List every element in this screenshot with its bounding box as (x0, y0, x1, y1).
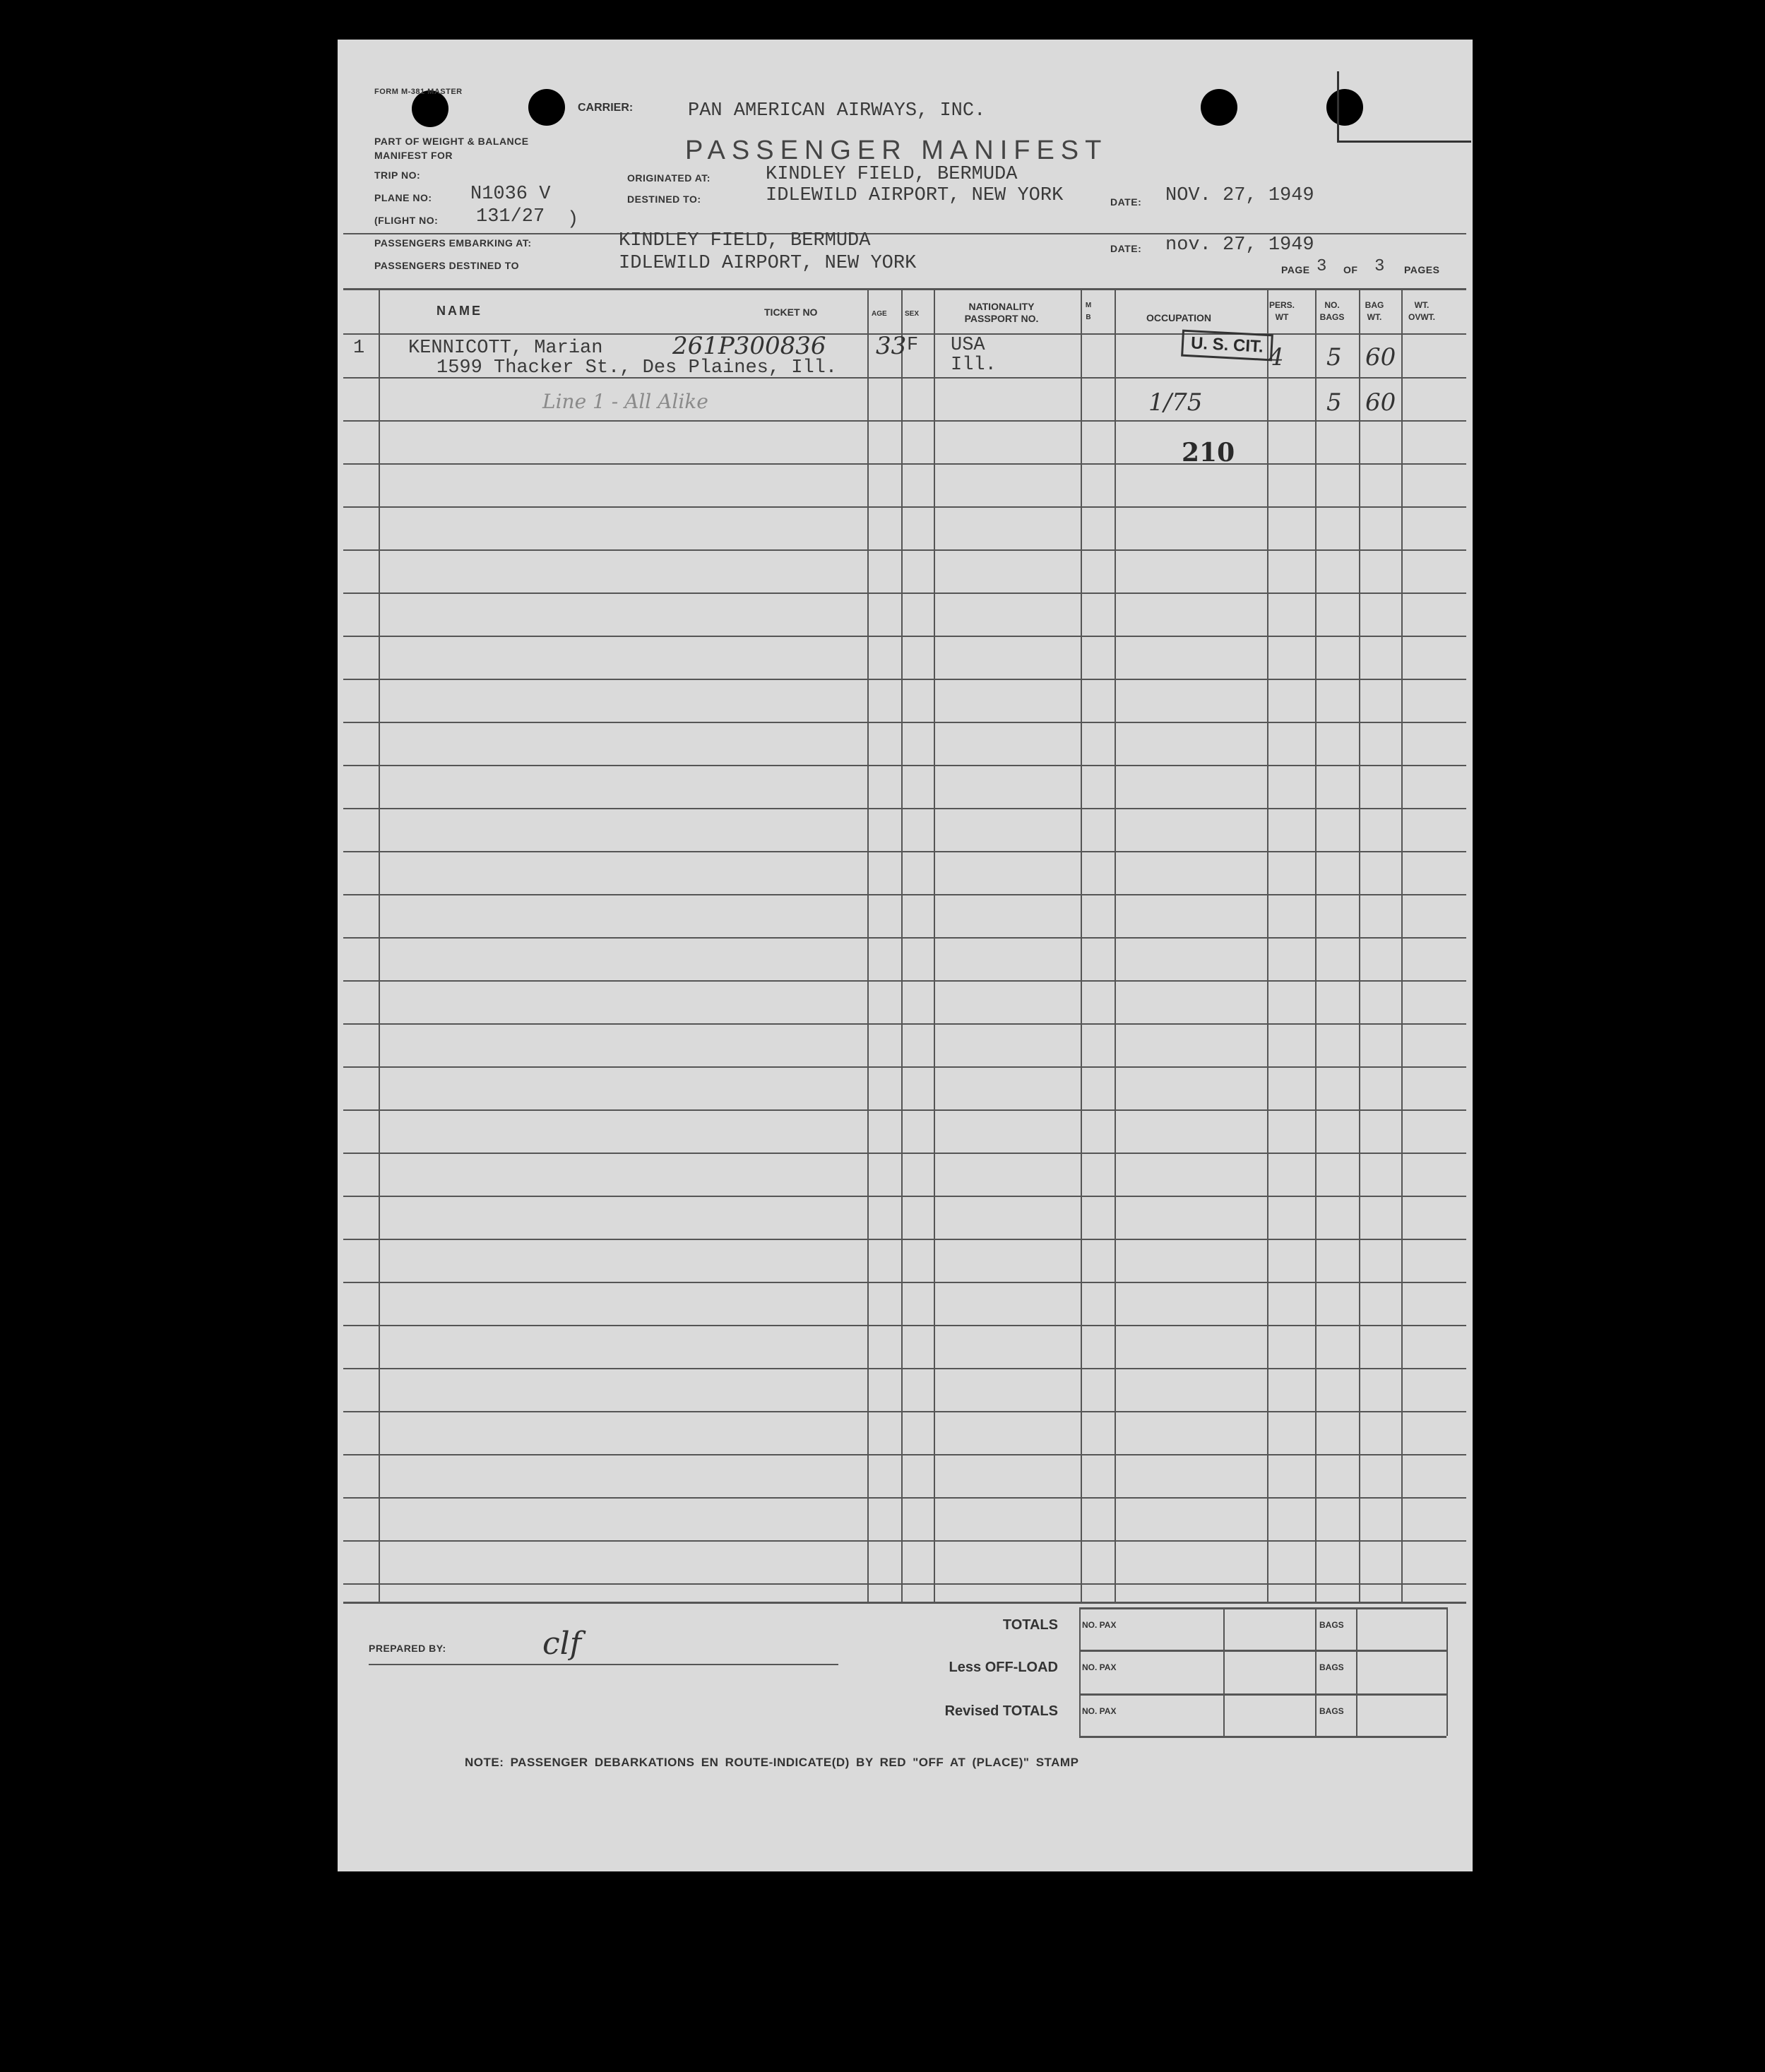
punch-hole-right2 (1326, 89, 1363, 126)
page-label: PAGE (1281, 264, 1310, 275)
grid-col-line (1267, 288, 1268, 1602)
col-wt-ovwt: WT. OVWT. (1408, 300, 1435, 322)
totals-box-col (1223, 1607, 1225, 1736)
pages-label: PAGES (1404, 264, 1440, 275)
passenger-name: KENNICOTT, Marian (408, 338, 603, 359)
col-age: AGE (872, 310, 887, 318)
date2-label: DATE: (1110, 243, 1142, 254)
trip-no-label: TRIP NO: (374, 169, 421, 181)
grid-row-line (343, 1325, 1466, 1326)
grid-row-line (343, 1497, 1466, 1499)
grid-row-line (343, 1368, 1466, 1369)
originated-label: ORIGINATED AT: (627, 172, 711, 184)
manifest-title: PASSENGER MANIFEST (685, 136, 1108, 165)
grid-row-line (343, 765, 1466, 766)
totals-box-line (1079, 1607, 1446, 1609)
col-sex: SEX (905, 310, 920, 318)
corner-mark-h (1337, 141, 1471, 143)
grid-row-line (343, 1023, 1466, 1025)
col-occupation: OCCUPATION (1146, 312, 1212, 323)
line-note: Line 1 - All Alike (542, 390, 708, 413)
footer-note: NOTE: PASSENGER DEBARKATIONS EN ROUTE-INDICATE(D) BY RED "OFF AT (PLACE)" STAMP (465, 1756, 1079, 1769)
grid-row-line (343, 463, 1466, 465)
punch-hole-right (1201, 89, 1237, 126)
of-pages: 3 (1374, 257, 1385, 276)
grid-bottom-line (343, 1602, 1466, 1604)
totals-box-line (1079, 1693, 1446, 1696)
bags-label-1: BAGS (1319, 1620, 1344, 1630)
grid-row-line (343, 636, 1466, 637)
bags-total: 5 (1326, 388, 1342, 417)
date-label: DATE: (1110, 196, 1142, 208)
embarking-label: PASSENGERS EMBARKING AT: (374, 237, 532, 249)
part-of-label: PART OF WEIGHT & BALANCE (374, 136, 529, 147)
flight-no-label: (FLIGHT NO: (374, 215, 439, 226)
grid-row-line (343, 1411, 1466, 1412)
prepared-by-signature: clf (542, 1626, 581, 1662)
grid-row-line (343, 980, 1466, 982)
totals-box-col (1079, 1607, 1081, 1736)
manifest-for-label: MANIFEST FOR (374, 150, 453, 161)
grid-row-line (343, 851, 1466, 852)
of-label: OF (1343, 264, 1358, 275)
col-name: NAME (436, 304, 482, 318)
grid-col-line (1081, 288, 1082, 1602)
grid-row-line (343, 506, 1466, 508)
grid-col-line (1315, 288, 1317, 1602)
grid-row-line (343, 1109, 1466, 1111)
pax-destined-label: PASSENGERS DESTINED TO (374, 260, 519, 271)
bag-wt-total: 60 (1365, 388, 1396, 417)
grid-row-line (343, 722, 1466, 723)
date2-value: nov. 27, 1949 (1165, 234, 1314, 256)
totals-box-col (1356, 1607, 1357, 1736)
grid-row-line (343, 420, 1466, 422)
totals-box-line (1079, 1650, 1446, 1652)
grid-row-line (343, 1153, 1466, 1154)
totals-label: TOTALS (1002, 1617, 1058, 1633)
grid-row-line (343, 549, 1466, 551)
date-value: NOV. 27, 1949 (1165, 185, 1314, 206)
plane-no-value: N1036 V (470, 184, 551, 205)
totals-box-line (1079, 1736, 1446, 1738)
grid-row-line (343, 937, 1466, 939)
passenger-age: 33 (876, 332, 907, 360)
occupation-total: 1/75 (1148, 388, 1203, 417)
prepared-by-label: PREPARED BY: (369, 1643, 446, 1654)
grid-col-line (867, 288, 869, 1602)
ticket-number: 261P300836 (672, 332, 826, 360)
grid-row-line (343, 1454, 1466, 1455)
grid-row-line (343, 894, 1466, 895)
grid-row-line (343, 1196, 1466, 1197)
carrier-label: CARRIER: (578, 102, 634, 114)
grid-row-line (343, 1282, 1466, 1283)
col-mb: M B (1085, 302, 1092, 321)
grid-row-line (343, 593, 1466, 594)
destined-value: IDLEWILD AIRPORT, NEW YORK (766, 185, 1064, 206)
plane-no-label: PLANE NO: (374, 192, 432, 203)
bag-wt-value: 60 (1365, 343, 1396, 371)
pers-wt-value: 4 (1268, 343, 1284, 371)
no-bags-value: 5 (1326, 343, 1342, 371)
embarking-value: KINDLEY FIELD, BERMUDA (619, 230, 871, 251)
totals-box-col (1315, 1607, 1317, 1736)
col-nationality: NATIONALITY PASSPORT NO. (964, 301, 1039, 324)
grid-col-line (1401, 288, 1403, 1602)
pers-total: 210 (1182, 438, 1235, 468)
row-number: 1 (353, 338, 365, 359)
form-label: FORM M-381 MASTER (374, 88, 463, 96)
passenger-nationality: USA (951, 335, 985, 356)
prepared-by-line (369, 1664, 838, 1665)
revised-totals-label: Revised TOTALS (944, 1703, 1058, 1719)
less-offload-label: Less OFF-LOAD (949, 1660, 1058, 1675)
no-pax-label-2: NO. PAX (1082, 1662, 1117, 1672)
bags-label-3: BAGS (1319, 1706, 1344, 1716)
grid-row-line (343, 1066, 1466, 1068)
passenger-address: 1599 Thacker St., Des Plaines, Ill. (436, 357, 838, 379)
grid-col-line (934, 288, 935, 1602)
col-no-bags: NO. BAGS (1319, 300, 1345, 322)
col-bag-wt: BAG WT. (1365, 300, 1384, 322)
page-number: 3 (1317, 257, 1327, 276)
col-pers-wt: PERS. WT (1268, 300, 1295, 322)
passenger-sex: F (907, 335, 919, 356)
manifest-sheet (338, 40, 1473, 1871)
no-pax-label-1: NO. PAX (1082, 1620, 1117, 1630)
grid-col-line (1115, 288, 1116, 1602)
grid-col-line (901, 288, 903, 1602)
col-ticket: TICKET NO (764, 306, 818, 318)
grid-col-line (379, 288, 380, 1602)
grid-top-line (343, 288, 1466, 290)
punch-hole-left2 (528, 89, 565, 126)
grid-row-line (343, 808, 1466, 809)
totals-box-col (1446, 1607, 1448, 1736)
passenger-passport: Ill. (951, 355, 997, 376)
citizen-stamp: U. S. CIT. (1181, 330, 1273, 362)
carrier-value: PAN AMERICAN AIRWAYS, INC. (688, 100, 986, 121)
flight-no-value: 131/27 (476, 206, 545, 227)
flight-no-paren: ) (567, 209, 579, 230)
grid-row-line (343, 1540, 1466, 1542)
corner-mark (1337, 71, 1339, 142)
grid-row-line (343, 679, 1466, 680)
pax-destined-value: IDLEWILD AIRPORT, NEW YORK (619, 253, 917, 274)
grid-col-line (1359, 288, 1360, 1602)
destined-label: DESTINED TO: (627, 193, 701, 205)
no-pax-label-3: NO. PAX (1082, 1706, 1117, 1716)
originated-value: KINDLEY FIELD, BERMUDA (766, 164, 1018, 185)
grid-row-line (343, 1583, 1466, 1585)
grid-row-line (343, 1239, 1466, 1240)
bags-label-2: BAGS (1319, 1662, 1344, 1672)
